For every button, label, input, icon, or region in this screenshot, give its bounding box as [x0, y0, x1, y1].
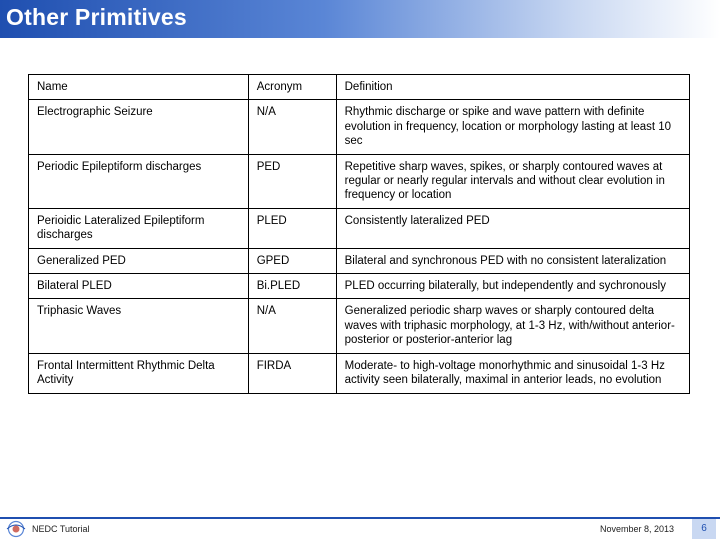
row-acronym: FIRDA	[248, 353, 336, 393]
row-acronym: N/A	[248, 100, 336, 154]
row-name: Generalized PED	[29, 248, 249, 273]
page-number: 6	[701, 523, 707, 534]
table-row	[29, 100, 690, 154]
row-definition: Bilateral and synchronous PED with no consistent lateralization	[336, 248, 689, 273]
table-row	[29, 248, 690, 273]
row-name: Perioidic Lateralized Epileptiform discharges	[29, 208, 249, 248]
primitives-table	[28, 74, 690, 394]
row-definition: Consistently lateralized PED	[336, 208, 689, 248]
footer-date: November 8, 2013	[600, 524, 675, 534]
row-name: Electrographic Seizure	[29, 100, 249, 154]
table-row	[29, 208, 690, 248]
header-definition: Definition	[336, 75, 689, 100]
table-row	[29, 353, 690, 393]
row-definition: Generalized periodic sharp waves or sharply contoured delta waves with triphasic morphology, at 1-3 Hz, with/without anterior-posterior or posterior-anterior lag	[336, 299, 689, 353]
row-definition: Repetitive sharp waves, spikes, or sharply contoured waves at regular or nearly regular intervals and without clear evolution in frequency or location	[336, 154, 689, 208]
title-bar	[0, 0, 720, 38]
row-acronym: N/A	[248, 299, 336, 353]
header-name: Name	[29, 75, 249, 100]
row-name: Bilateral PLED	[29, 274, 249, 299]
row-definition: PLED occurring bilaterally, but independently and sychronously	[336, 274, 689, 299]
page-number-box	[692, 519, 716, 539]
footer-tutorial-label: NEDC Tutorial	[32, 524, 90, 534]
row-name: Periodic Epileptiform discharges	[29, 154, 249, 208]
row-acronym: PLED	[248, 208, 336, 248]
slide-title: Other Primitives	[6, 4, 187, 30]
nedc-logo-icon	[4, 520, 28, 538]
row-definition: Moderate- to high-voltage monorhythmic and sinusoidal 1-3 Hz activity seen bilaterally, maximal in anterior leads, no evolution	[336, 353, 689, 393]
row-definition: Rhythmic discharge or spike and wave pattern with definite evolution in frequency, location or morphology lasting at least 10 sec	[336, 100, 689, 154]
row-acronym: PED	[248, 154, 336, 208]
table-row	[29, 154, 690, 208]
row-name: Triphasic Waves	[29, 299, 249, 353]
header-acronym: Acronym	[248, 75, 336, 100]
table-row	[29, 274, 690, 299]
table-row	[29, 299, 690, 353]
table-header-row	[29, 75, 690, 100]
row-name: Frontal Intermittent Rhythmic Delta Activity	[29, 353, 249, 393]
row-acronym: GPED	[248, 248, 336, 273]
footer-divider	[0, 517, 720, 519]
row-acronym: Bi.PLED	[248, 274, 336, 299]
